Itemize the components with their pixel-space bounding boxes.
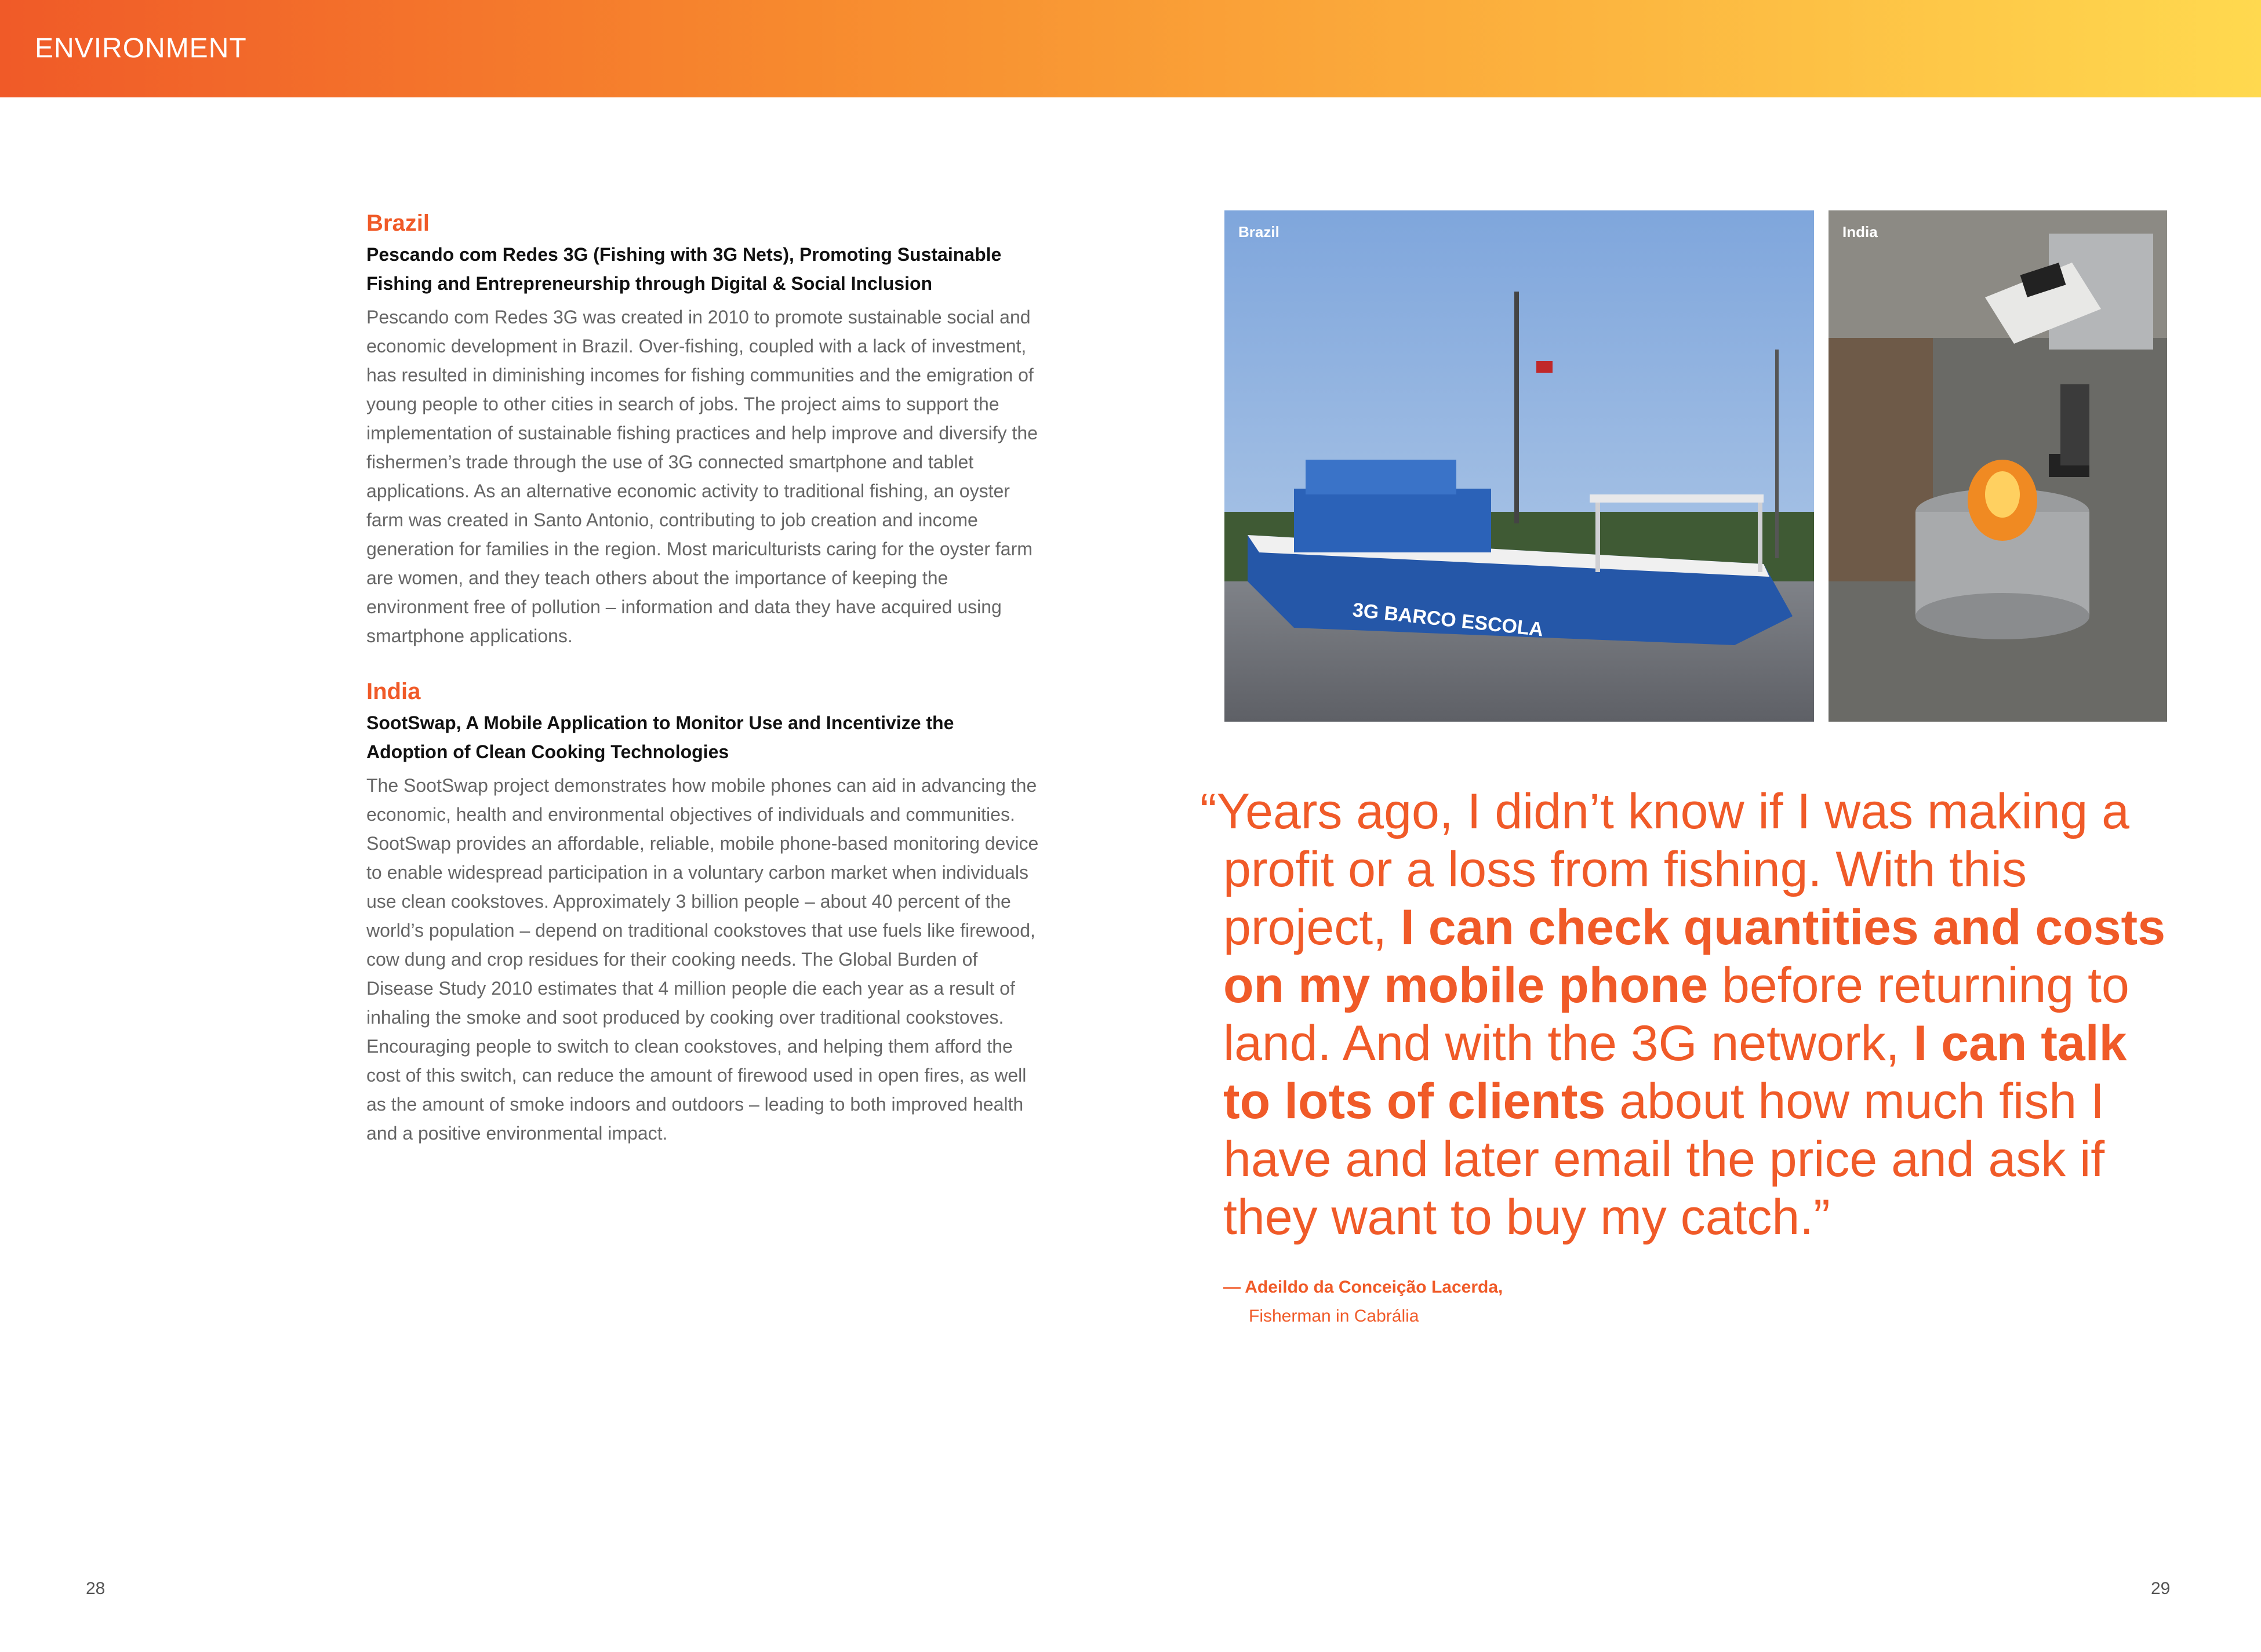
india-project-title: SootSwap, A Mobile Application to Monitor Use and Incentivize the Adoption of Clean Cooking Technologies (366, 712, 954, 762)
quote-part-1: “Years ago, I didn’t know if I was making a profit or a loss from fishing. With this project, (1200, 784, 2129, 955)
india-heading: India (366, 679, 421, 704)
boat-image (1224, 210, 1814, 722)
left-column (366, 208, 1039, 1148)
section-title: ENVIRONMENT (35, 33, 247, 64)
india-section (366, 676, 1039, 1148)
quote-text (1200, 783, 2186, 1246)
brazil-project-title: Pescando com Redes 3G (Fishing with 3G Nets), Promoting Sustainable Fishing and Entrepreneurship through Digital & Social Inclusion (366, 244, 1002, 294)
india-photo-label: India (1842, 223, 1878, 241)
quote-attribution (1223, 1273, 2186, 1331)
header-bar (0, 0, 2261, 97)
india-photo (1829, 210, 2167, 722)
quote-bold-1: I can check quantities and costs on my mobile phone (1223, 900, 2166, 1013)
attribution-name: — Adeildo da Conceição Lacerda, (1223, 1278, 1503, 1297)
brazil-photo-label: Brazil (1238, 223, 1279, 241)
brazil-section (366, 208, 1039, 650)
india-body: The SootSwap project demonstrates how mobile phones can aid in advancing the economic, health and environmental objectives of individuals and communities. SootSwap provides an affordable, reliable, mobile phone-based monitoring device to enable widespread participation in a voluntary carbon market when individuals use clean cookstoves. Approximately 3 billion people – about 40 percent of the world’s population – depend on traditional cookstoves that use fuels like firewood, cow dung and crop residues for their cooking needs. The Global Burden of Disease Study 2010 estimates that 4 million people die each year as a result of inhaling the smoke and soot produced by cooking over traditional cookstoves. Encouraging people to switch to clean cookstoves, and helping them afford the cost of this switch, can reduce the amount of firewood used in open fires, as well as the amount of smoke indoors and outdoors – leading to both improved health and a positive environmental impact. (366, 775, 1039, 1144)
brazil-photo (1224, 210, 1814, 722)
cookstove-image (1829, 210, 2167, 722)
page-number-right: 29 (2151, 1579, 2171, 1598)
quote-part-2: before returning to land. And with the 3G network, (1223, 958, 2129, 1071)
quote-part-3: about how much fish I have and later email the price and ask if they want to buy my catch.” (1223, 1074, 2105, 1245)
brazil-heading: Brazil (366, 210, 430, 236)
pull-quote (1200, 783, 2186, 1331)
page-number-left: 28 (86, 1579, 106, 1598)
brazil-body: Pescando com Redes 3G was created in 2010 to promote sustainable social and economic development in Brazil. Over-fishing, coupled with a lack of investment, has resulted in diminishing incomes for fishing communities and the emigration of young people to other cities in search of jobs. The project aims to support the implementation of sustainable fishing practices and help improve and diversify the fishermen’s trade through the use of 3G connected smartphone and tablet applications. As an alternative economic activity to traditional fishing, an oyster farm was created in Santo Antonio, contributing to job creation and income generation for families in the region. Most mariculturists caring for the oyster farm are women, and they teach others about the importance of keeping the environment free of pollution – information and data they have acquired using smartphone applications. (366, 307, 1038, 646)
boat-name-text: 3G BARCO ESCOLA (1351, 599, 1544, 641)
quote-bold-2: I can talk to lots of clients (1223, 1016, 2127, 1129)
attribution-role: Fisherman in Cabrália (1249, 1307, 1419, 1326)
